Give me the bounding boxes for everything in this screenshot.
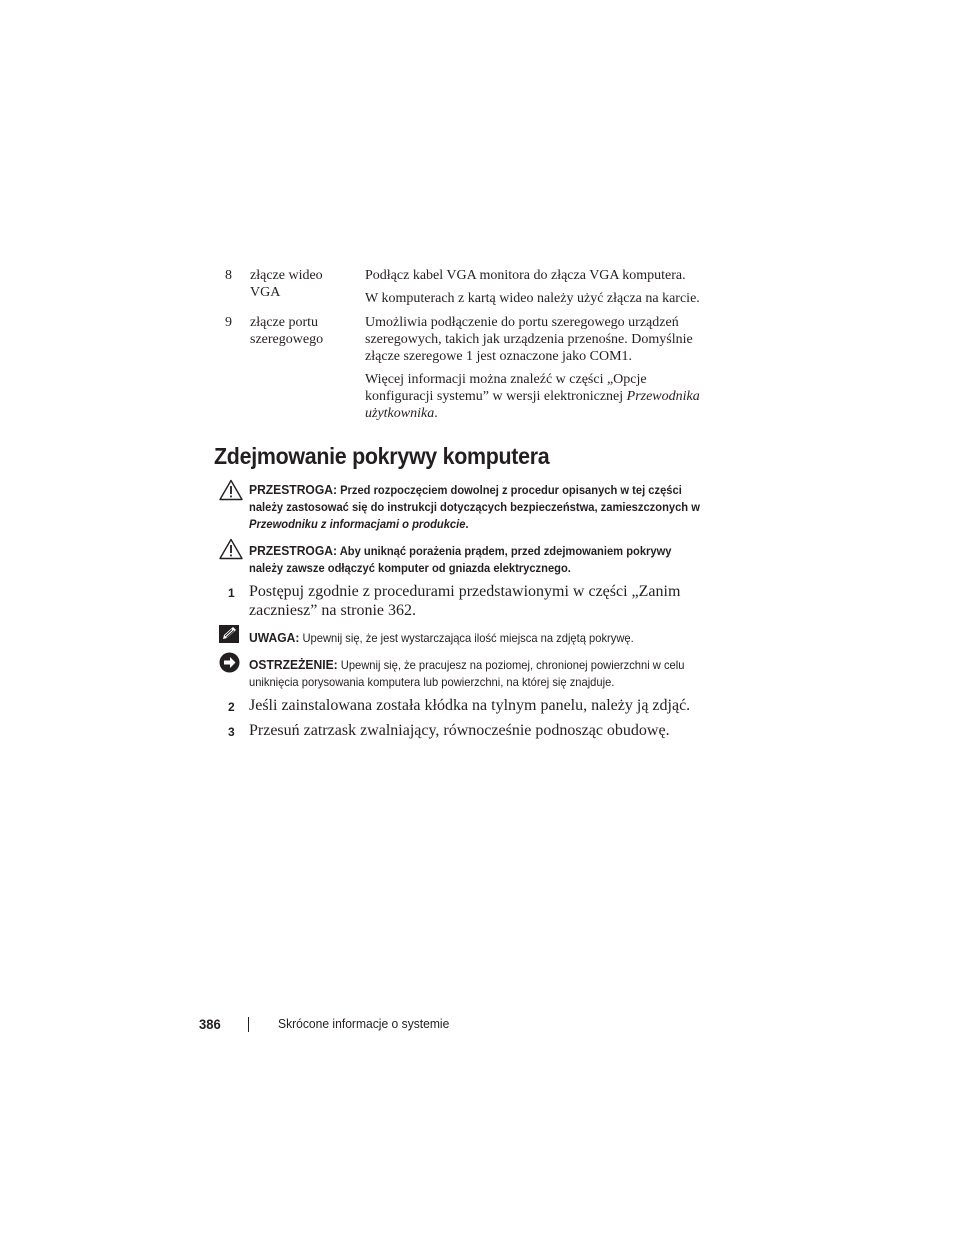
caution-notice	[249, 542, 705, 577]
page-number-text: 386	[199, 1016, 221, 1032]
table-desc-paragraph: W komputerach z kartą wideo należy użyć złącza na karcie.	[365, 291, 700, 306]
notice-warning	[249, 656, 714, 691]
table-row-name-line: złącze portu	[250, 315, 319, 330]
section-heading: Zdejmowanie pokrywy komputera	[214, 443, 550, 469]
note-label: UWAGA:	[249, 630, 300, 645]
note-pencil-icon	[219, 625, 241, 643]
table-desc-paragraph: Podłącz kabel VGA monitora do złącza VGA komputera.	[365, 268, 686, 283]
footer-section-title: Skrócone informacje o systemie	[278, 1016, 450, 1031]
table-desc-paragraph	[365, 371, 710, 422]
table-row-description	[365, 314, 705, 365]
caution-italic-title: Przewodniku z informacjami o produkcie	[249, 517, 466, 531]
step-text: Przesuń zatrzask zwalniający, równocześnie podnosząc obudowę.	[249, 722, 670, 739]
table-row-name-line: VGA	[250, 285, 281, 300]
note-notice	[249, 629, 714, 647]
table-row-name-line: szeregowego	[250, 332, 324, 347]
caution-text: Przed rozpoczęciem dowolnej z procedur opisanych w tej części należy zastosować się do instrukcji dotyczących bezpieczeństwa, zamieszczonych w	[249, 483, 700, 514]
desc-text: .	[434, 406, 438, 421]
table-row-description	[365, 371, 710, 422]
note-text: Upewnij się, że jest wystarczająca ilość miejsca na zdjętą pokrywę.	[299, 631, 634, 645]
table-row-name	[250, 267, 355, 301]
step-text: Postępuj zgodnie z procedurami przedstawionymi w części „Zanim zaczniesz” na stronie 362.	[249, 583, 681, 619]
step-number: 1	[228, 586, 235, 600]
table-row-number: 9	[225, 315, 232, 330]
notice-label: OSTRZEŻENIE:	[249, 657, 338, 672]
table-row-name-line: złącze wideo	[250, 268, 323, 283]
step-number: 2	[228, 700, 235, 714]
table-row-description	[365, 267, 715, 284]
warning-triangle-icon	[219, 479, 243, 501]
caution-text: Aby uniknąć porażenia prądem, przed zdejmowaniem pokrywy należy zawsze odłączyć komputer od gniazda elektrycznego.	[249, 544, 672, 575]
warning-triangle-icon	[219, 538, 243, 560]
step-text: Jeśli zainstalowana została kłódka na tylnym panelu, należy ją zdjąć.	[249, 697, 691, 714]
caution-text: .	[465, 517, 469, 531]
caution-notice	[249, 481, 714, 533]
table-row-number: 8	[225, 268, 232, 283]
page-number	[199, 1016, 221, 1032]
desc-italic-title: Przewodnika użytkownika	[365, 389, 700, 421]
footer-separator	[248, 1017, 249, 1032]
table-row-description	[365, 290, 715, 307]
caution-label: PRZESTROGA:	[249, 543, 338, 558]
step-number: 3	[228, 725, 235, 739]
table-row-name	[250, 314, 355, 348]
caution-label: PRZESTROGA:	[249, 482, 338, 497]
table-desc-paragraph: Umożliwia podłączenie do portu szeregowego urządzeń szeregowych, takich jak urządzenia przenośne. Domyślnie złącze szeregowe 1 jest oznaczone jako COM1.	[365, 315, 693, 364]
desc-text: Więcej informacji można znaleźć w części „Opcje konfiguracji systemu” w wersji elektronicznej	[365, 372, 647, 404]
notice-arrow-icon	[219, 652, 240, 673]
notice-text: Upewnij się, że pracujesz na poziomej, chronionej powierzchni w celu uniknięcia porysowania komputera lub powierzchni, na której się znajduje.	[249, 658, 685, 689]
